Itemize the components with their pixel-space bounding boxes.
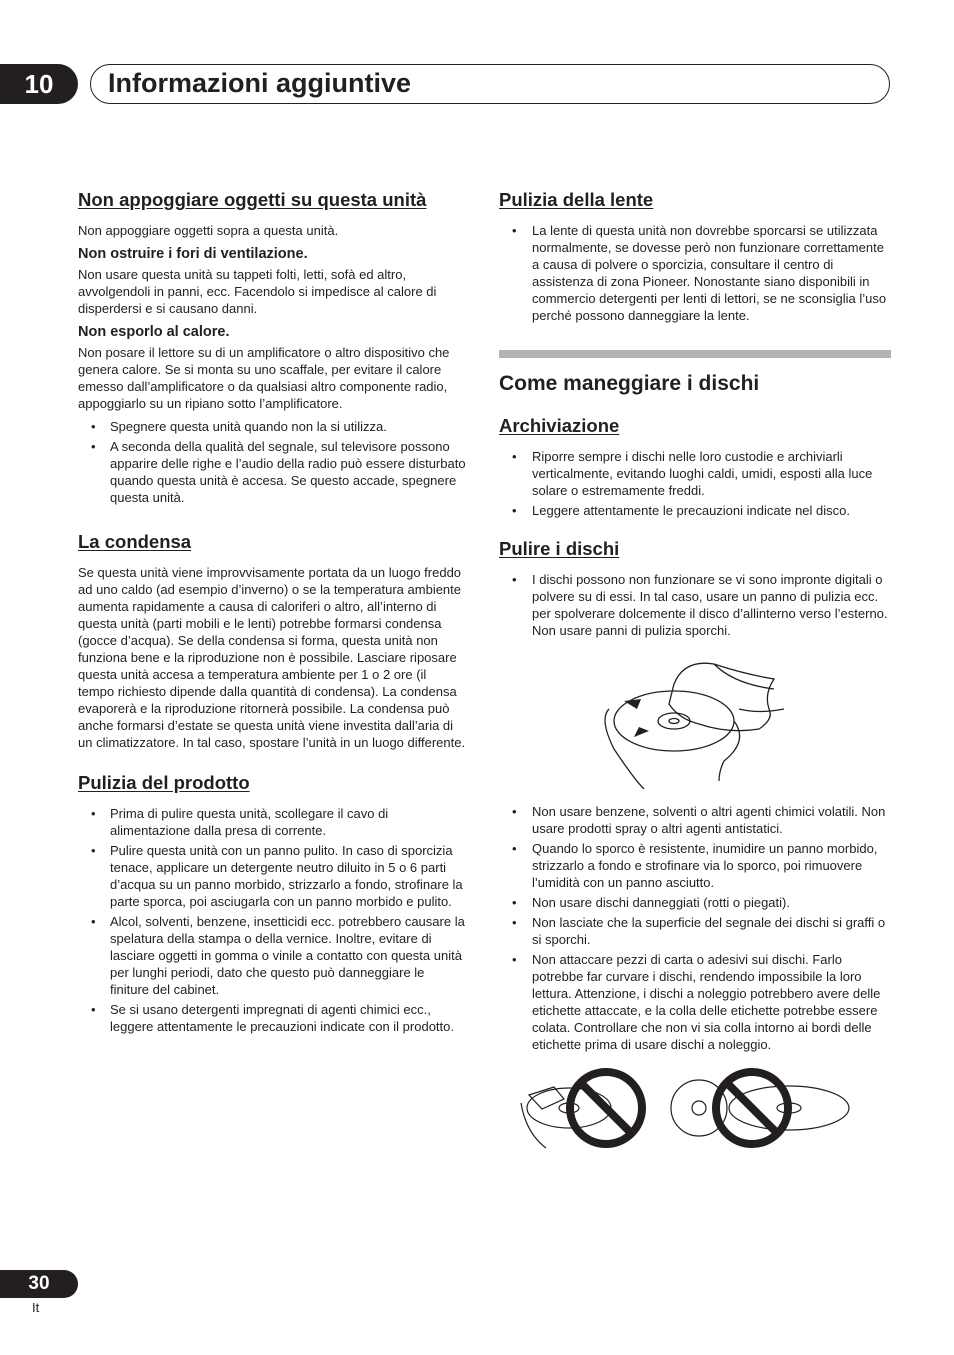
subheading-heat: Non esporlo al calore. xyxy=(78,324,230,340)
bullet-list xyxy=(499,571,891,639)
left-column xyxy=(78,188,466,1045)
chapter-number-badge: 10 xyxy=(0,64,78,104)
section-title-disc-cleaning: Pulire i dischi xyxy=(499,538,620,559)
section-title-disc-handling: Come maneggiare i dischi xyxy=(499,372,760,395)
paragraph: Se questa unità viene improvvisamente portata da un luogo freddo ad uno caldo (ad esempio d’inverno) o se la temperatura ambiente aumenta rapidamente a causa di caloriferi o altro, all’interno di questa unità (parti mobili e le lenti) potrebbe formarsi condensa (gocce d’acqua). Se della condensa si forma, questa unità non funziona bene e la riproduzione non è possibile. Lasciare riposare questa unità accesa a temperatura ambiente per 1 o 2 ore (il tempo richiesto dipende dalla quantità di condensa). La condensa evaporerà e la riproduzione ritornerà possibile. La condensa può anche formarsi d’estate se questa unità viene investita dall’aria di un climatizzatore. In tal caso, spostare l’unità in un luogo differente. xyxy=(78,565,466,750)
section-divider xyxy=(499,350,891,358)
cloth-icon xyxy=(669,663,774,731)
paragraph: Non appoggiare oggetti sopra a questa unità. xyxy=(78,223,339,238)
bullet-list xyxy=(78,418,466,506)
list-item: • Pulire questa unità con un panno pulito. In caso di sporcizia tenace, applicare un detergente neutro diluito in 5 o 6 parti d’acqua su un panno morbido, strizzarlo a fondo, strofinare la parte sporca, poi asciugarla con un panno morbido e pulito. xyxy=(78,842,466,910)
list-item: • Non lasciate che la superficie del segnale dei dischi si graffi o si sporchi. xyxy=(499,914,891,948)
list-item: • Se si usano detergenti impregnati di agenti chimici ecc., leggere attentamente le precauzioni indicate con il prodotto. xyxy=(78,1001,466,1035)
prohibited-actions-illustration xyxy=(499,1063,891,1153)
list-item: • Spegnere questa unità quando non la si utilizza. xyxy=(78,418,466,435)
list-item: • Non attaccare pezzi di carta o adesivi sui dischi. Farlo potrebbe far curvare i dischi, rendendo impossibile la loro lettura. Attenzione, i dischi a noleggio potrebbero avere delle etichette attaccate, e la colla delle etichette potrebbe essere colata. Controllare che non vi sia colla intorno ai bordi delle etichette prima di usare dischi a noleggio. xyxy=(499,951,891,1053)
section-title-no-objects: Non appoggiare oggetti su questa unità xyxy=(78,189,427,210)
list-item: • Prima di pulire questa unità, scollegare il cavo di alimentazione dalla presa di corrente. xyxy=(78,805,466,839)
disc-icon xyxy=(614,691,734,751)
subheading-ventilation: Non ostruire i fori di ventilazione. xyxy=(78,246,308,262)
list-item: • La lente di questa unità non dovrebbe sporcarsi se utilizzata normalmente, se dovesse però non funzionare correttamente a causa di polvere o sporcizia, consultare il centro di assistenza di zona Pioneer. Nonostante siano disponibili in commercio detergenti per lenti di lettori, se ne sconsiglia l’uso perché possono danneggiare la lente. xyxy=(499,222,891,324)
arrow-icon xyxy=(624,699,641,709)
section-title-product-cleaning: Pulizia del prodotto xyxy=(78,772,250,793)
language-code: It xyxy=(32,1300,40,1315)
section-title-lens-cleaning: Pulizia della lente xyxy=(499,189,654,210)
bullet-list xyxy=(499,222,891,324)
bullet-list xyxy=(499,448,891,519)
list-item: • A seconda della qualità del segnale, sul televisore possono apparire delle righe e l’audio della radio può essere disturbato quando questa unità è accesa. Se questo accade, spegnere questa unità. xyxy=(78,438,466,506)
list-item: • Alcol, solventi, benzene, insetticidi ecc. potrebbero causare la spelatura della stampa o della vernice. Inoltre, evitare di lasciare oggetti in gomma o vinile a contatto con questa unità per lunghi periodi, dato che questo può danneggiare le finiture del cabinet. xyxy=(78,913,466,998)
bullet-list xyxy=(499,803,891,1053)
list-item: • I dischi possono non funzionare se vi sono impronte digitali o polvere su di essi. In tal caso, usare un panno di pulizia ecc. per spolverare dolcemente il disco d’allinterno verso l’esterno. Non usare panni di pulizia sporchi. xyxy=(499,571,891,639)
section-title-condensation: La condensa xyxy=(78,531,192,552)
section-title-storage: Archiviazione xyxy=(499,415,620,436)
bullet-list xyxy=(78,805,466,1035)
list-item: • Riporre sempre i dischi nelle loro custodie e archiviarli verticalmente, evitando luoghi caldi, umidi, esposti alla luce solare o estremamente freddi. xyxy=(499,448,891,499)
right-column xyxy=(499,188,891,1153)
sticker-icon xyxy=(529,1087,564,1109)
list-item: • Quando lo sporco è resistente, inumidire un panno morbido, strizzarlo a fondo e strofinare via lo sporco, poi rimuovere l’umidità con un panno asciutto. xyxy=(499,840,891,891)
page-number-badge: 30 xyxy=(0,1270,78,1298)
chapter-title: Informazioni aggiuntive xyxy=(108,68,412,98)
disc-cleaning-illustration xyxy=(499,649,891,789)
paragraph: Non posare il lettore su di un amplificatore o altro dispositivo che genera calore. Se si monta su uno scaffale, per evitare il calore emesso dall’amplificatore o da qualsiasi altro componente radio, appoggiarlo su un ripiano sotto l’amplificatore. xyxy=(78,345,450,411)
list-item: • Non usare benzene, solventi o altri agenti chimici volatili. Non usare prodotti spray o altri agenti antistatici. xyxy=(499,803,891,837)
paragraph: Non usare questa unità su tappeti folti, letti, sofà ed altro, avvolgendoli in panni, ecc. Facendolo si impedisce al calore di disperdersi e si causano danni. xyxy=(78,267,437,316)
list-item: • Leggere attentamente le precauzioni indicate nel disco. xyxy=(499,502,891,519)
list-item: • Non usare dischi danneggiati (rotti o piegati). xyxy=(499,894,891,911)
